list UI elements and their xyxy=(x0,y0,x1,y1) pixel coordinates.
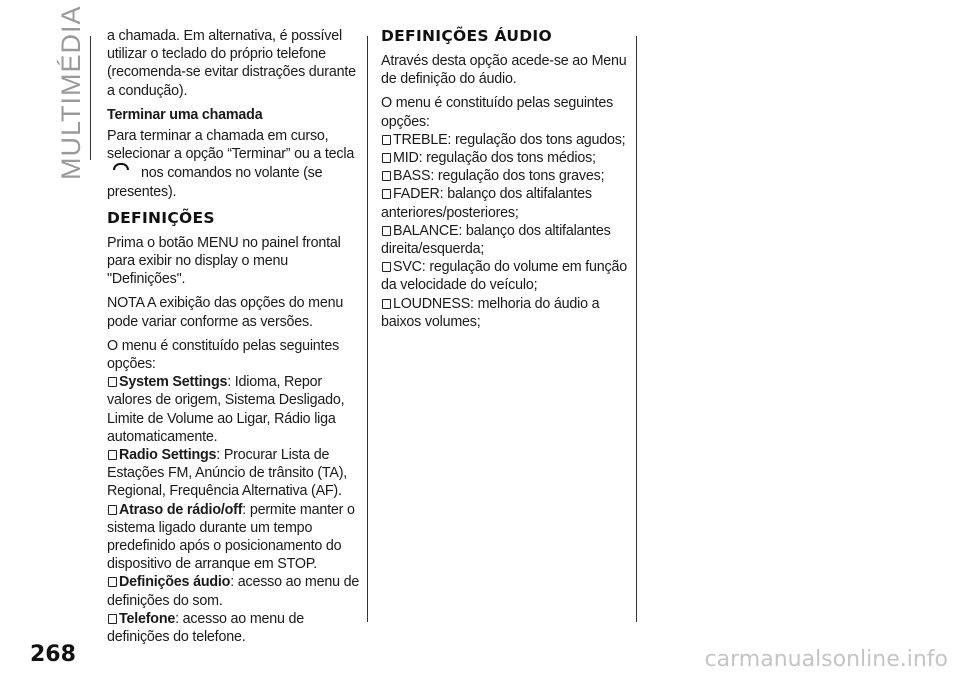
list-item-term: Radio Settings xyxy=(119,447,217,464)
bullet-box-icon xyxy=(108,614,117,624)
end-call-text-pre: Para terminar a chamada em curso, selecionar a opção “Terminar” ou a tecla xyxy=(107,128,355,163)
list-item xyxy=(381,222,629,258)
list-item xyxy=(107,610,361,646)
right-column xyxy=(381,27,629,331)
list-item xyxy=(381,258,629,294)
settings-options-list xyxy=(107,373,361,646)
audio-options-intro: O menu é constituído pelas seguintes opções: xyxy=(381,95,614,130)
list-item xyxy=(107,373,361,446)
section-label: MULTIMÉDIA xyxy=(56,5,86,180)
bullet-box-icon xyxy=(382,171,391,181)
list-item-desc: : Procurar Lista de Estações FM, Anúncio de trânsito (TA), Regional, Frequência Alternativa (AF). xyxy=(107,447,348,500)
bullet-box-icon xyxy=(382,299,391,309)
list-item-text: BASS: regulação dos tons graves; xyxy=(393,168,605,185)
bullet-box-icon xyxy=(108,505,117,515)
list-item-text: LOUDNESS: melhoria do áudio a baixos volumes; xyxy=(381,295,600,330)
settings-heading: DEFINIÇÕES xyxy=(107,208,215,227)
list-item-text: BALANCE: balanço dos altifalantes direita/esquerda; xyxy=(381,222,611,258)
list-item-desc: : acesso ao menu de definições do som. xyxy=(107,574,360,609)
bullet-box-icon xyxy=(382,262,391,272)
page-number: 268 xyxy=(30,642,76,667)
list-item-text: MID: regulação dos tons médios; xyxy=(393,150,596,167)
settings-paragraph: Prima o botão MENU no painel frontal para exibir no display o menu "Definições". xyxy=(107,234,341,288)
list-item-desc: : acesso ao menu de definições do telefone. xyxy=(107,610,305,646)
bullet-box-icon xyxy=(108,450,117,460)
settings-note: NOTA A exibição das opções do menu pode variar conforme as versões. xyxy=(107,295,344,330)
audio-settings-heading: DEFINIÇÕES ÁUDIO xyxy=(381,27,552,45)
list-item-term: Definições áudio xyxy=(119,574,231,591)
bullet-box-icon xyxy=(382,153,391,163)
bullet-box-icon xyxy=(382,226,391,236)
audio-options-list xyxy=(381,131,629,331)
audio-intro-paragraph: Através desta opção acede-se ao Menu de definição do áudio. xyxy=(381,53,627,88)
list-item-text: TREBLE: regulação dos tons agudos; xyxy=(393,131,626,148)
section-divider xyxy=(90,36,91,160)
intro-paragraph: a chamada. Em alternativa, é possível utilizar o teclado do próprio telefone (recomenda-se evitar distrações durante a condução). xyxy=(107,28,356,99)
list-item-text: FADER: balanço dos altifalantes anteriores/posteriores; xyxy=(381,186,592,221)
list-item xyxy=(107,573,361,609)
end-call-phone-icon xyxy=(113,163,129,170)
end-call-text-post: nos comandos no volante (se presentes). xyxy=(107,165,323,200)
list-item xyxy=(107,501,361,574)
list-item-text: SVC: regulação do volume em função da velocidade do veículo; xyxy=(381,259,627,294)
list-item-term: Telefone xyxy=(119,610,176,627)
list-item xyxy=(381,131,629,149)
list-item xyxy=(381,149,629,167)
list-item-desc: : permite manter o sistema ligado durante um tempo predefinido após o posicionamento do dispositivo de arranque em STOP. xyxy=(107,501,355,573)
bullet-box-icon xyxy=(382,189,391,199)
list-item xyxy=(381,295,629,331)
list-item xyxy=(107,446,361,501)
list-item-term: System Settings xyxy=(119,374,228,391)
column-divider xyxy=(367,36,368,622)
left-column xyxy=(107,27,361,646)
list-item-term: Atraso de rádio/off xyxy=(119,501,243,518)
watermark: carmanualsonline.info xyxy=(704,647,948,672)
bullet-box-icon xyxy=(382,135,391,145)
bullet-box-icon xyxy=(108,377,117,387)
right-margin-divider xyxy=(636,36,637,622)
settings-options-intro: O menu é constituído pelas seguintes opções: xyxy=(107,337,340,373)
end-call-paragraph xyxy=(107,127,361,201)
end-call-title: Terminar uma chamada xyxy=(107,106,263,123)
list-item xyxy=(381,185,629,221)
bullet-box-icon xyxy=(108,577,117,587)
list-item-desc: : Idioma, Repor valores de origem, Sistema Desligado, Limite de Volume ao Ligar, Rádio liga automaticamente. xyxy=(107,374,345,445)
list-item xyxy=(381,167,629,185)
